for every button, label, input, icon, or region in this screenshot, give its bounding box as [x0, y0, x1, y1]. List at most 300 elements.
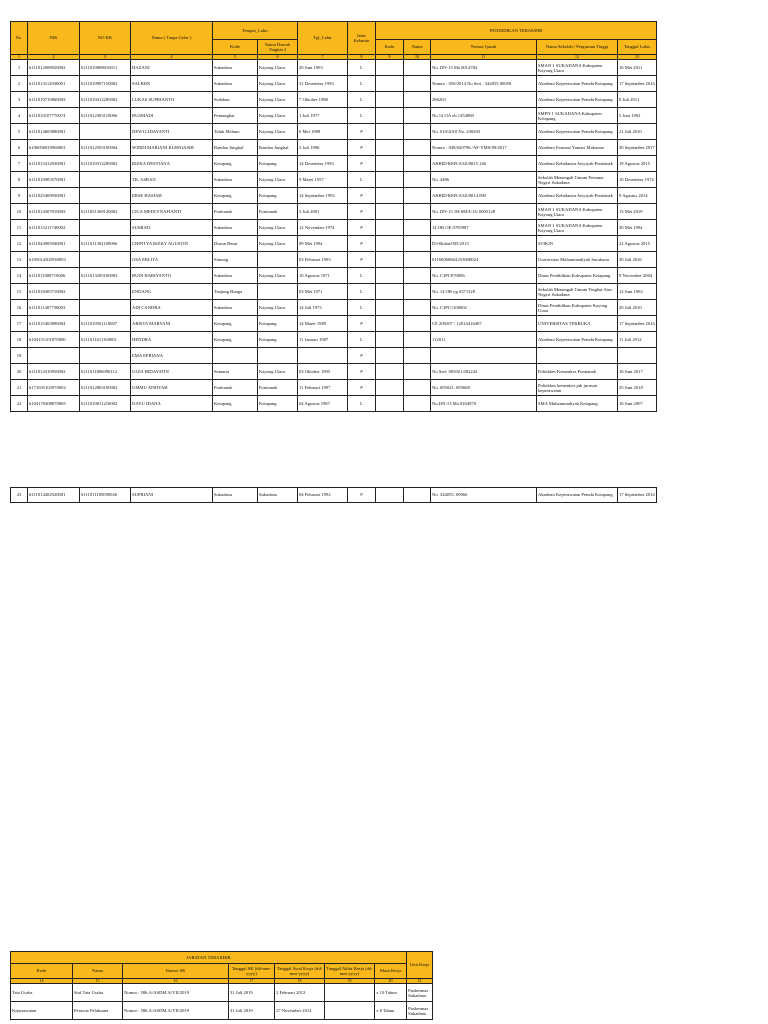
jenis-kelamin-cell: L — [348, 172, 376, 188]
nama-pendidikan-cell — [404, 316, 431, 332]
row-number: 20 — [11, 364, 28, 380]
no-kk-cell — [80, 284, 131, 300]
name-cell: RIZKA DESTIANA — [131, 156, 213, 172]
nomor-ijazah-cell: No. 14 OB og 0371328 — [431, 284, 537, 300]
daerah-cell: Ketapang — [258, 316, 298, 332]
header-row-1 — [11, 22, 657, 40]
name-cell: ENDANG — [131, 284, 213, 300]
kode-cell: Sukadana — [213, 268, 258, 284]
nik-cell: 6111013112930001 — [28, 76, 80, 92]
name-cell: SUPRIANI — [131, 488, 213, 503]
nama-sekolah-cell — [537, 348, 618, 364]
employee-table-extra — [10, 487, 657, 503]
daerah-cell: Sukadana — [258, 488, 298, 503]
kode-cell: Ketapang — [213, 316, 258, 332]
header-tempat-lahir: Tempat_Lahir — [213, 22, 298, 40]
row-number: 10 — [11, 204, 28, 220]
kode-cell: Sukadana — [213, 76, 258, 92]
nik-cell: 6171035102970002 — [28, 380, 80, 396]
tgl-lahir-cell: 09 Mei 1994 — [298, 236, 348, 252]
nama-sekolah-cell: Dinas Pendidikan Kabupaten Kayong Utara — [537, 300, 618, 316]
row-number: 16 — [11, 300, 28, 316]
header-nama-daerah: Nama Daerah Tingkat 2 — [258, 40, 298, 55]
name-cell: HENDRA — [131, 332, 213, 348]
kode-pendidikan-cell — [376, 204, 404, 220]
no-kk-cell: 6111010907150002 — [80, 76, 131, 92]
daerah-cell: Kayong Utara — [258, 76, 298, 92]
nomor-ijazah-cell: 01160060664,I53000024 — [431, 252, 537, 268]
column-number: 11 — [431, 55, 537, 60]
column-number: 10 — [404, 55, 431, 60]
kode-cell: Pemangkat — [213, 108, 258, 124]
row-number: 6 — [11, 140, 28, 156]
nama-sekolah-cell: Akademi Kebidanan Aisyiyah Pontianak — [537, 156, 618, 172]
jenis-kelamin-cell: L — [348, 396, 376, 412]
tanggal-lulus-cell: 8 Juli 2011 — [618, 92, 657, 108]
no-kk-cell — [80, 188, 131, 204]
tanggal-lulus-cell: 16 Mei 2011 — [618, 60, 657, 76]
column-number: 19 — [325, 979, 375, 984]
kode-pendidikan-cell — [376, 300, 404, 316]
nik-cell: 6111010107770074 — [28, 108, 80, 124]
nama-sekolah-cell: SMAN 1 SUKADANA Kabupaten Kayong Utara — [537, 220, 618, 236]
jabatan-title: JABATAN TERAKHIR — [11, 952, 407, 964]
jenis-kelamin-cell: P — [348, 316, 376, 332]
nama-sekolah-cell: Akademi Keperawatan Pemda Ketapang — [537, 332, 618, 348]
nama-sekolah-cell: Akademi Keperawatan Pemda Ketapang — [537, 92, 618, 108]
nama-sekolah-cell: Akademi Kebidanan Aisyiyah Pontianak — [537, 188, 618, 204]
header-nama-pendidikan: Nama — [404, 40, 431, 55]
jabatan-header-nama: Nama — [73, 964, 123, 979]
column-number: 21 — [407, 979, 433, 984]
nik-cell: 6105014302930003 — [28, 252, 80, 268]
nomor-ijazah-cell: No.DN-13 Ma 0164970 — [431, 396, 537, 412]
name-cell: SALBIIN — [131, 76, 213, 92]
column-number: 8 — [348, 55, 376, 60]
name-cell: DAYU IDANA — [131, 396, 213, 412]
header-nik: NIK — [28, 22, 80, 55]
kode-cell: Ketapang — [213, 156, 258, 172]
nik-cell: 6111015211740002 — [28, 220, 80, 236]
daerah-cell: Kayong Utara — [258, 236, 298, 252]
daerah-cell: Ketapang — [258, 396, 298, 412]
column-number: 14 — [11, 979, 73, 984]
tgl-lahir-cell: 03 Oktober 1995 — [298, 364, 348, 380]
column-number: 9 — [376, 55, 404, 60]
jabatan-tanggal-akhir-cell — [325, 984, 375, 1002]
nomor-ijazah-cell: No.14 OA ob 1454869 — [431, 108, 537, 124]
name-cell: OSA ERLITA — [131, 252, 213, 268]
kode-pendidikan-cell — [376, 220, 404, 236]
row-number: 2 — [11, 76, 28, 92]
jabatan-unit-kerja-cell: Puskesmas Sukadana — [407, 984, 433, 1002]
nomor-ijazah-cell: No. 010/2010 No. 238293 — [431, 124, 537, 140]
jenis-kelamin-cell: P — [348, 220, 376, 236]
nama-pendidikan-cell — [404, 188, 431, 204]
table-row — [11, 172, 657, 188]
kode-pendidikan-cell — [376, 140, 404, 156]
tanggal-lulus-cell: 9 Agustus 2014 — [618, 188, 657, 204]
nama-sekolah-cell: Poltekkes kemenkes ptk jurusan keperawatan — [537, 380, 618, 396]
table-row — [11, 76, 657, 92]
kode-cell: Sukadana — [213, 488, 258, 503]
nik-cell: 6111014310950002 — [28, 364, 80, 380]
row-number: 1 — [11, 60, 28, 76]
nomor-ijazah-cell: No. 4486 — [431, 172, 537, 188]
nama-pendidikan-cell — [404, 220, 431, 236]
jabatan-unit-kerja-cell: Puskesmas Sukadana — [407, 1002, 433, 1020]
nomor-ijazah-cell: No. DN-13 Ma 0014784 — [431, 60, 537, 76]
jabatan-nomor-sk-cell: Nomor : 586.A/ASDM.A/VII/2019 — [123, 1002, 229, 1020]
tgl-lahir-cell: 31 Desember 1993 — [298, 76, 348, 92]
row-number: 5 — [11, 124, 28, 140]
jenis-kelamin-cell: P — [348, 124, 376, 140]
kode-pendidikan-cell — [376, 76, 404, 92]
jabatan-header-tanggal-akhir: Tanggal Akhir Kerja (dd-mm-yyyy) — [325, 964, 375, 979]
table-row — [11, 380, 657, 396]
employee-table-body — [11, 60, 657, 412]
kode-pendidikan-cell — [376, 108, 404, 124]
nama-pendidikan-cell — [404, 236, 431, 252]
table-row — [11, 108, 657, 124]
nama-pendidikan-cell — [404, 364, 431, 380]
name-cell: ERSE HASIAH — [131, 188, 213, 204]
nomor-ijazah-cell: No. C3PC070006 — [431, 268, 537, 284]
kode-cell: Dusun Besar — [213, 236, 258, 252]
daerah-cell: Kayong Utara — [258, 364, 298, 380]
no-kk-cell: 6111011302100006 — [80, 236, 131, 252]
tgl-lahir-cell: 11 Januari 1987 — [298, 332, 348, 348]
tanggal-lulus-cell: 30 September 2017 — [618, 140, 657, 156]
kode-cell: Sukadana — [213, 60, 258, 76]
no-kk-cell: 6111010412200002 — [80, 92, 131, 108]
row-number: 18 — [11, 332, 28, 348]
nomor-ijazah-cell: Numor : 050/2014 No Seri : 344055 00058 — [431, 76, 537, 92]
nomor-ijazah-cell: D3-Bidan/005/2015 — [431, 236, 537, 252]
name-cell: CHINTYA RIZKY AGUSTIN — [131, 236, 213, 252]
nama-sekolah-cell: Akademi Keperawatan Pemda Ketapang — [537, 488, 618, 503]
daerah-cell: Kayong Utara — [258, 300, 298, 316]
tanggal-lulus-cell: 17 September 2014 — [618, 76, 657, 92]
nama-pendidikan-cell — [404, 300, 431, 316]
tgl-lahir-cell: 03 Februari 1993 — [298, 252, 348, 268]
tanggal-lulus-cell: 25 Juni 2018 — [618, 380, 657, 396]
table-row — [11, 300, 657, 316]
jenis-kelamin-cell: L — [348, 284, 376, 300]
header-nomor-ijazah: Nomor Ijazah — [431, 40, 537, 55]
header-tanggal-lulus: Tanggal Lulus — [618, 40, 657, 55]
column-number: 13 — [618, 55, 657, 60]
table-row — [11, 60, 657, 76]
jabatan-nama-cell: Perawat Pelaksana — [73, 1002, 123, 1020]
kode-cell — [213, 348, 258, 364]
kode-pendidikan-cell — [376, 332, 404, 348]
tgl-lahir-cell: 03 Mei 1971 — [298, 284, 348, 300]
no-kk-cell: 6111012803190002 — [80, 380, 131, 396]
table-row — [11, 124, 657, 140]
tanggal-lulus-cell: 10 Desember 1974 — [618, 172, 657, 188]
nama-pendidikan-cell — [404, 124, 431, 140]
no-kk-cell: 6111010808010011 — [80, 60, 131, 76]
tanggal-lulus-cell: 5 Juni 1992 — [618, 108, 657, 124]
no-kk-cell — [80, 252, 131, 268]
jabatan-header-tanggal-sk: Tanggal SK (dd-mm-yyyy) — [229, 964, 275, 979]
jabatan-header-row-1 — [11, 952, 433, 964]
kode-cell: Tanjung Bunga — [213, 284, 258, 300]
tanggal-lulus-cell: 17 September 2014 — [618, 488, 657, 503]
nomor-ijazah-cell: AKBID/KEB-A/IZ/0815.146 — [431, 156, 537, 172]
column-number: 16 — [123, 979, 229, 984]
column-number: 17 — [229, 979, 275, 984]
jabatan-header-nomor-sk: Nomor SK — [123, 964, 229, 979]
jenis-kelamin-cell: L — [348, 92, 376, 108]
jabatan-masa-kerja-cell: ± 10 Tahun — [375, 984, 407, 1002]
daerah-cell: Kayong Utara — [258, 124, 298, 140]
nama-pendidikan-cell — [404, 252, 431, 268]
nama-pendidikan-cell — [404, 140, 431, 156]
nama-pendidikan-cell — [404, 108, 431, 124]
table-row — [11, 156, 657, 172]
jabatan-tanggal-awal-cell: 27 November 2014 — [275, 1002, 325, 1020]
jabatan-tanggal-sk-cell: 31 Juli 2019 — [229, 984, 275, 1002]
kode-pendidikan-cell — [376, 156, 404, 172]
nomor-ijazah-cell: No. 005021. 005668 — [431, 380, 537, 396]
column-number: 6 — [258, 55, 298, 60]
nik-cell: 6106056819960001 — [28, 140, 80, 156]
jenis-kelamin-cell: L — [348, 300, 376, 316]
daerah-cell: Pontianak — [258, 380, 298, 396]
nomor-ijazah-cell: Nomor : 049/020796 /AF-YMS/09/2017 — [431, 140, 537, 156]
daerah-cell: Ketapang — [258, 332, 298, 348]
row-number: 8 — [11, 172, 28, 188]
nama-pendidikan-cell — [404, 332, 431, 348]
tgl-lahir-cell: 7 Oktober 1988 — [298, 92, 348, 108]
nomor-ijazah-cell: 286203 — [431, 92, 537, 108]
name-cell: ADI CANDRA — [131, 300, 213, 316]
no-kk-cell — [80, 220, 131, 236]
jenis-kelamin-cell: P — [348, 204, 376, 220]
jabatan-tanggal-sk-cell: 31 Juli 2019 — [229, 1002, 275, 1020]
nomor-ijazah-cell: 112011 — [431, 332, 537, 348]
nik-cell: 6111012008920002 — [28, 60, 80, 76]
kode-cell: Sintang — [213, 252, 258, 268]
nama-pendidikan-cell — [404, 348, 431, 364]
header-kode-pendidikan: Kode — [376, 40, 404, 55]
no-kk-cell: 6111010501110007 — [80, 316, 131, 332]
nik-cell: 6111014307010003 — [28, 204, 80, 220]
name-cell: BUDI HARIYANTO — [131, 268, 213, 284]
tgl-lahir-cell: 04 Februari 1992 — [298, 488, 348, 503]
kode-pendidikan-cell — [376, 380, 404, 396]
daerah-cell: Kayong Utara — [258, 268, 298, 284]
table-row — [11, 92, 657, 108]
row-number: 12 — [11, 236, 28, 252]
no-kk-cell: 6111011806090112 — [80, 364, 131, 380]
tanggal-lulus-cell: 19 Agustus 2015 — [618, 156, 657, 172]
jenis-kelamin-cell: L — [348, 76, 376, 92]
jabatan-header-row-2 — [11, 964, 433, 979]
employee-table — [10, 21, 657, 412]
kode-cell: Sukadana — [213, 220, 258, 236]
header-pendidikan: PENDIDIKAN TERAKHIR — [376, 22, 657, 40]
tgl-lahir-cell: 20 Juni 1993 — [298, 60, 348, 76]
row-number: 15 — [11, 284, 28, 300]
tanggal-lulus-cell: 13 Mei 2019 — [618, 204, 657, 220]
tgl-lahir-cell: 14 Desember 1993 — [298, 156, 348, 172]
kode-pendidikan-cell — [376, 92, 404, 108]
kode-pendidikan-cell — [376, 348, 404, 364]
nomor-ijazah-cell: No Seri: 005021.002242 — [431, 364, 537, 380]
jabatan-table — [10, 951, 433, 1020]
kode-pendidikan-cell — [376, 396, 404, 412]
name-cell: RUSMADI — [131, 108, 213, 124]
nama-pendidikan-cell — [404, 172, 431, 188]
nik-cell — [28, 348, 80, 364]
kode-cell: Pontianak — [213, 204, 258, 220]
daerah-cell: Kayong Utara — [258, 108, 298, 124]
nama-sekolah-cell: SMAN 1 SUKADANA Kabupaten Kayong Utara — [537, 204, 618, 220]
extra-table-body — [11, 488, 657, 503]
column-number: 12 — [537, 55, 618, 60]
header-no-kk: NO KK — [80, 22, 131, 55]
nama-pendidikan-cell — [404, 284, 431, 300]
row-number: 4 — [11, 108, 28, 124]
header-tgl-lahir: Tgl_Lahir — [298, 22, 348, 55]
tgl-lahir-cell: 04 Agustus 1987 — [298, 396, 348, 412]
jenis-kelamin-cell: P — [348, 380, 376, 396]
tanggal-lulus-cell: 12 Juni 1992 — [618, 284, 657, 300]
no-kk-cell: 6111051308120002 — [80, 204, 131, 220]
nomor-ijazah-cell: No. C3PC1100002 — [431, 300, 537, 316]
name-cell: DEWI LIDAYANTI — [131, 124, 213, 140]
row-number: 19 — [11, 348, 28, 364]
daerah-cell: Kayong Utara — [258, 60, 298, 76]
kode-cell: Semarai — [213, 364, 258, 380]
row-number: 22 — [11, 396, 28, 412]
jabatan-tanggal-akhir-cell — [325, 1002, 375, 1020]
no-kk-cell — [80, 172, 131, 188]
no-kk-cell: 6111013205100003 — [80, 268, 131, 284]
row-number: 21 — [11, 380, 28, 396]
nik-cell: 6111011407730003 — [28, 300, 80, 316]
tanggal-lulus-cell: 16 Juni 2007 — [618, 396, 657, 412]
nik-cell: 6111018305710002 — [28, 284, 80, 300]
kode-cell: Ketapang — [213, 332, 258, 348]
nik-cell: 6111015412930001 — [28, 156, 80, 172]
row-number: 7 — [11, 156, 28, 172]
tanggal-lulus-cell: 30 Mei 1994 — [618, 220, 657, 236]
jenis-kelamin-cell: P — [348, 156, 376, 172]
table-row — [11, 268, 657, 284]
jenis-kelamin-cell: L — [348, 268, 376, 284]
table-row — [11, 252, 657, 268]
header-no: No. — [11, 22, 28, 55]
table-row — [11, 316, 657, 332]
table-row — [11, 364, 657, 380]
kode-pendidikan-cell — [376, 488, 404, 503]
jenis-kelamin-cell: P — [348, 348, 376, 364]
jabatan-tanggal-awal-cell: 2 Februari 2012 — [275, 984, 325, 1002]
tgl-lahir-cell: 6 Mei 1988 — [298, 124, 348, 140]
kode-pendidikan-cell — [376, 252, 404, 268]
nama-pendidikan-cell — [404, 76, 431, 92]
no-kk-cell: 6111010811210002 — [80, 396, 131, 412]
kode-cell: Pontianak — [213, 380, 258, 396]
nik-cell: 6111011008710006 — [28, 268, 80, 284]
jenis-kelamin-cell: P — [348, 140, 376, 156]
kode-pendidikan-cell — [376, 60, 404, 76]
jabatan-nomor-sk-cell: Nomor : 586.A/ASDM.A/VII/2019 — [123, 984, 229, 1002]
tgl-lahir-cell: 14 Juli 1973 — [298, 300, 348, 316]
kode-cell: Ketapang — [213, 188, 258, 204]
nama-sekolah-cell: STIKIN — [537, 236, 618, 252]
nama-sekolah-cell: Akademi Keperawatan Pemda Ketapang — [537, 124, 618, 140]
nomor-ijazah-cell — [431, 348, 537, 364]
jabatan-header-unit-kerja: Unit Kerja — [407, 952, 433, 979]
nama-pendidikan-cell — [404, 204, 431, 220]
no-kk-cell: 6111011185090026 — [80, 488, 131, 503]
row-number: 23 — [11, 488, 28, 503]
table-row — [11, 332, 657, 348]
nomor-ijazah-cell: 14 OB OE 0793987 — [431, 220, 537, 236]
row-number: 17 — [11, 316, 28, 332]
jabatan-header-masa-kerja: Masa Kerja — [375, 964, 407, 979]
name-cell: LUKAS SUPRIANTO — [131, 92, 213, 108]
tgl-lahir-cell: 1 Juli 1977 — [298, 108, 348, 124]
column-number: 20 — [375, 979, 407, 984]
nik-cell: 6111010710860003 — [28, 92, 80, 108]
tanggal-lulus-cell: 16 Juni 2017 — [618, 364, 657, 380]
row-number: 3 — [11, 92, 28, 108]
nama-pendidikan-cell — [404, 488, 431, 503]
name-cell: EMA EPRIANA — [131, 348, 213, 364]
column-number: 4 — [131, 55, 213, 60]
tgl-lahir-cell — [298, 348, 348, 364]
tgl-lahir-cell: 3 Juli 2001 — [298, 204, 348, 220]
jenis-kelamin-cell: L — [348, 60, 376, 76]
name-cell: ARISTA MARYANI — [131, 316, 213, 332]
nomor-ijazah-cell: No. DN-13 /M-SMA/13/ 0005128 — [431, 204, 537, 220]
daerah-cell: Ketapang — [258, 188, 298, 204]
jenis-kelamin-cell: L — [348, 332, 376, 348]
row-number: 14 — [11, 268, 28, 284]
nik-cell: 6111014402920001 — [28, 488, 80, 503]
kode-pendidikan-cell — [376, 188, 404, 204]
kode-pendidikan-cell — [376, 124, 404, 140]
daerah-cell: Kayong Utara — [258, 92, 298, 108]
nama-pendidikan-cell — [404, 268, 431, 284]
kode-cell: Sukadana — [213, 300, 258, 316]
nik-cell: 6104170408870005 — [28, 396, 80, 412]
table-row — [11, 188, 657, 204]
no-kk-cell: 6111012503190004 — [80, 140, 131, 156]
jenis-kelamin-cell: P — [348, 488, 376, 503]
table-row — [11, 220, 657, 236]
header-kode: Kode — [213, 40, 258, 55]
no-kk-cell: 6111012303110006 — [80, 108, 131, 124]
table-row — [11, 348, 657, 364]
nik-cell: 6111015403890004 — [28, 316, 80, 332]
nama-sekolah-cell: Universitas Muhammadiyah Surakarta — [537, 252, 618, 268]
table-row — [11, 236, 657, 252]
row-number: 13 — [11, 252, 28, 268]
tanggal-lulus-cell: 20 Juli 2010 — [618, 300, 657, 316]
name-cell: HAZANI — [131, 60, 213, 76]
tanggal-lulus-cell: 30 Juli 2016 — [618, 252, 657, 268]
daerah-cell: Randau Jungkal — [258, 140, 298, 156]
column-number: 2 — [28, 55, 80, 60]
jenis-kelamin-cell: L — [348, 108, 376, 124]
